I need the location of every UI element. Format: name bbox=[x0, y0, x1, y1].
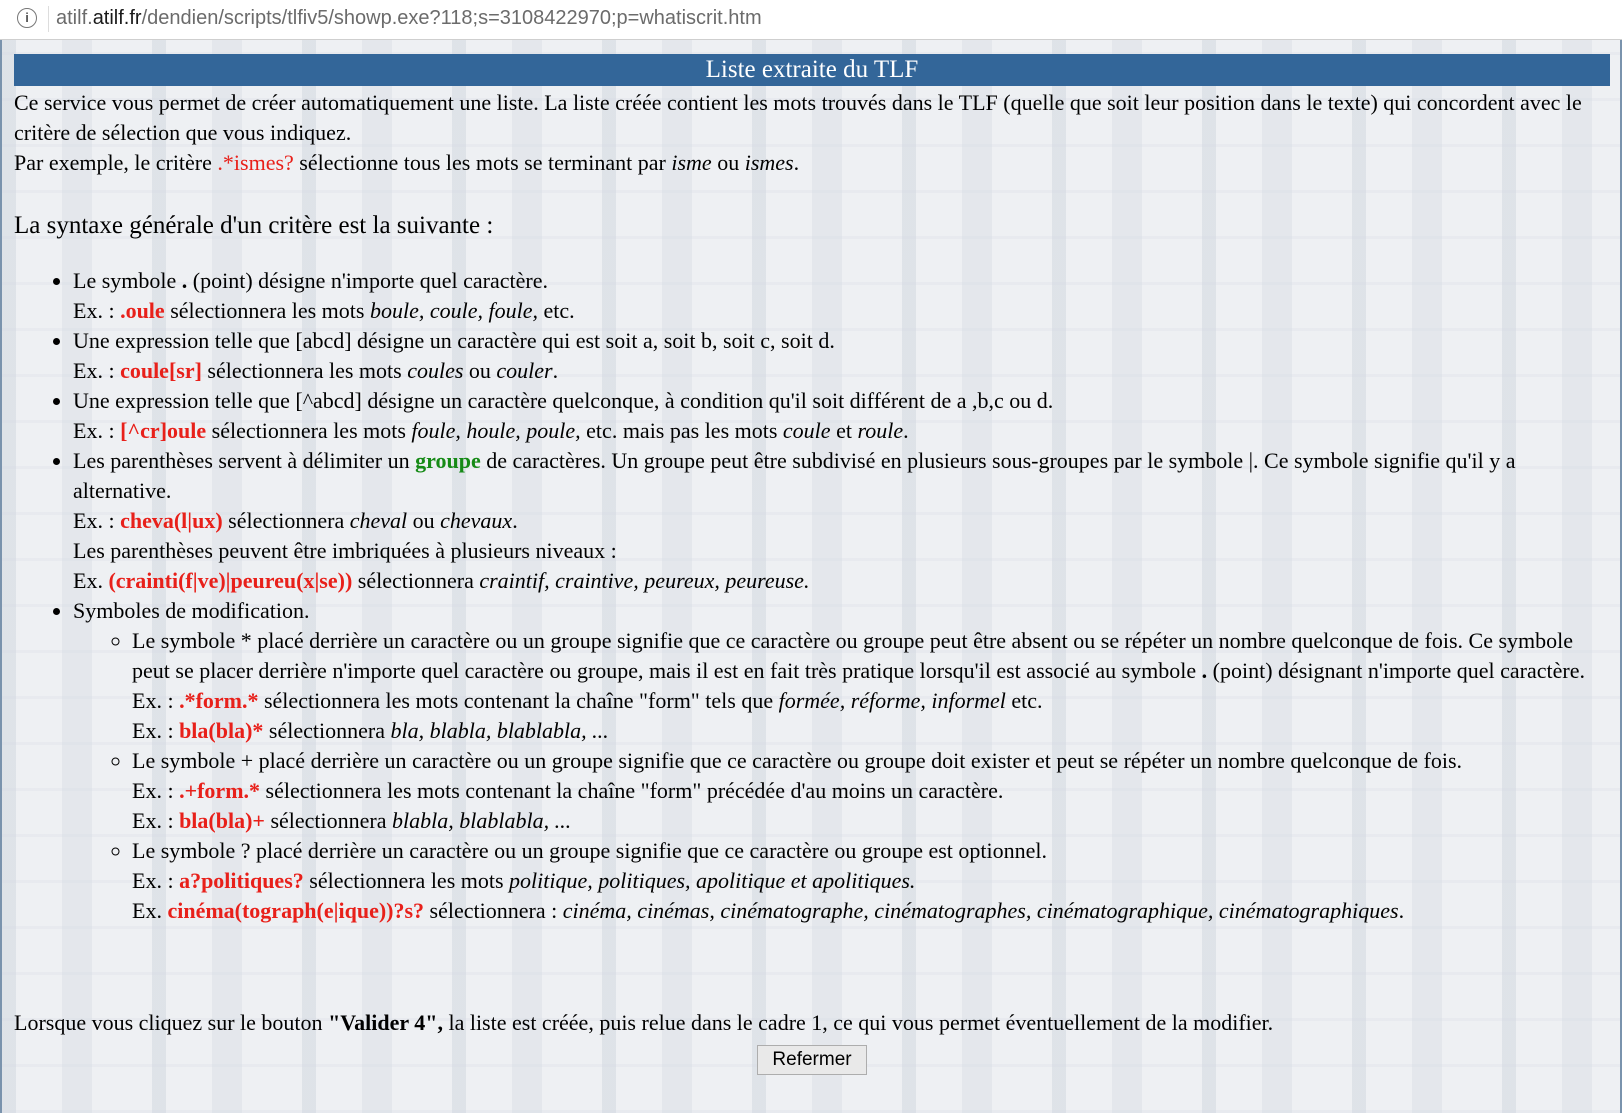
example-words: coules bbox=[407, 358, 464, 383]
text: Lorsque vous cliquez sur le bouton bbox=[14, 1010, 329, 1035]
text: Une expression telle que [^abcd] désigne un caractère quelconque, à condition qu'il soit différent de a ,b,c ou d. bbox=[73, 388, 1054, 413]
text: . bbox=[552, 358, 559, 383]
list-item-dot bbox=[73, 266, 1608, 326]
text: de caractères. Un groupe peut être subdivisé en plusieurs sous-groupes par le symbole |. Ce symbole signifie qu'il y a alternative. bbox=[73, 448, 1516, 503]
example-criterion: .*form.* bbox=[179, 688, 259, 713]
intro-paragraph bbox=[14, 88, 1608, 178]
example-words: formée, réforme, informel bbox=[778, 688, 1006, 713]
example-criterion: [^cr]oule bbox=[120, 418, 207, 443]
example-criterion: bla(bla)+ bbox=[179, 808, 265, 833]
text: sélectionnera bbox=[222, 508, 350, 533]
help-content bbox=[14, 88, 1608, 926]
example-label: Ex. : bbox=[132, 778, 180, 803]
text: Une expression telle que [abcd] désigne un caractère qui est soit a, soit b, soit c, soit d. bbox=[73, 328, 835, 353]
page-title: Liste extraite du TLF bbox=[14, 54, 1610, 86]
closing-paragraph bbox=[14, 1008, 1273, 1038]
text: sélectionnera les mots contenant la chaîne "form" tels que bbox=[258, 688, 779, 713]
example-words: foule, houle, poule, bbox=[411, 418, 581, 443]
example-criterion: (crainti(f|ve)|peureu(x|se)) bbox=[108, 568, 353, 593]
url-path: /dendien/scripts/tlfiv5/showp.exe?118;s=3108422970;p=whatiscrit.htm bbox=[141, 7, 762, 29]
example-words: politique, politiques, apolitique et apolitiques. bbox=[509, 868, 916, 893]
syntax-list bbox=[14, 266, 1608, 926]
intro-text-2d: . bbox=[793, 150, 800, 175]
intro-text-1: Ce service vous permet de créer automatiquement une liste. La liste créée contient les mots trouvés dans le TLF (quelle que soit leur position dans le texte) qui concordent avec le critère de sélection que vous indiquez. bbox=[14, 90, 1582, 145]
group-keyword: groupe bbox=[415, 448, 481, 473]
text: . bbox=[1398, 898, 1405, 923]
example-criterion: .oule bbox=[120, 298, 165, 323]
close-button[interactable]: Refermer bbox=[757, 1045, 867, 1075]
text: sélectionnera les mots bbox=[206, 418, 412, 443]
text: . bbox=[512, 508, 518, 533]
example-words: roule bbox=[857, 418, 904, 443]
list-item-modifiers bbox=[73, 596, 1608, 926]
text: sélectionnera : bbox=[424, 898, 563, 923]
address-bar-divider bbox=[48, 6, 49, 32]
intro-example-criterion: .*ismes? bbox=[217, 150, 294, 175]
list-item-negated-brackets bbox=[73, 386, 1608, 446]
example-criterion: coule[sr] bbox=[120, 358, 202, 383]
text: sélectionnera bbox=[352, 568, 480, 593]
text: et bbox=[830, 418, 858, 443]
text: (point) désigne n'importe quel caractère. bbox=[187, 268, 548, 293]
text: Les parenthèses peuvent être imbriquées à plusieurs niveaux : bbox=[73, 538, 617, 563]
text: Le symbole ? placé derrière un caractère ou un groupe signifie que ce caractère ou groupe est optionnel. bbox=[132, 838, 1048, 863]
text: ou bbox=[407, 508, 441, 533]
text: Symboles de modification. bbox=[73, 598, 310, 623]
dot-symbol: . bbox=[181, 268, 188, 293]
text: etc. mais pas les mots bbox=[580, 418, 783, 443]
text: sélectionnera les mots contenant la chaîne "form" précédée d'au moins un caractère. bbox=[260, 778, 1004, 803]
example-label: Ex. : bbox=[73, 298, 121, 323]
text: etc. bbox=[1005, 688, 1043, 713]
modifier-question bbox=[132, 836, 1608, 926]
text: (point) désignant n'importe quel caractère. bbox=[1207, 658, 1585, 683]
example-label: Ex. bbox=[73, 568, 109, 593]
text: Le symbole + placé derrière un caractère ou un groupe signifie que ce caractère ou groupe doit exister et peut se répéter un nombre quelconque de fois. bbox=[132, 748, 1463, 773]
text: sélectionnera les mots bbox=[303, 868, 510, 893]
example-criterion: a?politiques? bbox=[179, 868, 304, 893]
example-label: Ex. : bbox=[73, 508, 121, 533]
validate-button-reference: "Valider 4", bbox=[328, 1010, 443, 1035]
example-words: couler bbox=[496, 358, 553, 383]
example-label: Ex. : bbox=[132, 868, 180, 893]
example-label: Ex. : bbox=[73, 418, 121, 443]
text: Le symbole bbox=[73, 268, 182, 293]
intro-text-2c: ou bbox=[711, 150, 745, 175]
example-words: cheval bbox=[349, 508, 408, 533]
url-host: atilf.fr bbox=[92, 7, 142, 29]
intro-text-2b: sélectionne tous les mots se terminant par bbox=[293, 150, 672, 175]
example-label: Ex. : bbox=[132, 808, 180, 833]
example-criterion: .+form.* bbox=[179, 778, 261, 803]
example-criterion: cinéma(tograph(e|ique))?s? bbox=[167, 898, 425, 923]
text: . bbox=[903, 418, 909, 443]
url-prefix: atilf. bbox=[56, 7, 93, 29]
text: sélectionnera bbox=[264, 808, 393, 833]
address-bar[interactable] bbox=[0, 0, 1622, 40]
list-item-groups bbox=[73, 446, 1608, 596]
text: la liste est créée, puis relue dans le cadre 1, ce qui vous permet éventuellement de la modifier. bbox=[442, 1010, 1274, 1035]
text: sélectionnera les mots bbox=[164, 298, 370, 323]
example-words: bla, blabla, blablabla, ... bbox=[390, 718, 609, 743]
text: sélectionnera les mots bbox=[201, 358, 408, 383]
modifier-plus bbox=[132, 746, 1608, 836]
example-criterion: bla(bla)* bbox=[179, 718, 264, 743]
example-words: cinéma, cinémas, cinématographe, cinématographes, cinématographique, cinématographiques bbox=[562, 898, 1399, 923]
example-label: Ex. : bbox=[73, 358, 121, 383]
example-words: chevaux bbox=[440, 508, 513, 533]
syntax-heading: La syntaxe générale d'un critère est la suivante : bbox=[14, 212, 494, 239]
text: sélectionnera bbox=[263, 718, 391, 743]
text: etc. bbox=[537, 298, 575, 323]
example-label: Ex. : bbox=[132, 688, 180, 713]
page-viewport bbox=[0, 40, 1622, 1113]
example-words: craintif, craintive, peureux, peureuse. bbox=[479, 568, 810, 593]
example-words: blabla, blablabla, ... bbox=[392, 808, 572, 833]
text: Les parenthèses servent à délimiter un bbox=[73, 448, 416, 473]
example-label: Ex. : bbox=[132, 718, 180, 743]
example-criterion: cheva(l|ux) bbox=[120, 508, 223, 533]
intro-word-1: isme bbox=[671, 150, 712, 175]
intro-text-2a: Par exemple, le critère bbox=[14, 150, 218, 175]
text: Le symbole * placé derrière un caractère ou un groupe signifie que ce caractère ou groupe peut être absent ou se répéter un nombre quelconque de fois. Ce symbole peut se placer derrière n'importe quel caractère ou groupe, mais il est en fait très pratique lorsqu'il est associé au symbole bbox=[132, 628, 1574, 683]
url-text[interactable] bbox=[56, 7, 762, 30]
text: ou bbox=[463, 358, 497, 383]
modifier-list bbox=[73, 626, 1608, 926]
modifier-star bbox=[132, 626, 1608, 746]
intro-word-2: ismes bbox=[744, 150, 794, 175]
dot-symbol: . bbox=[1201, 658, 1208, 683]
info-icon[interactable]: i bbox=[17, 8, 37, 28]
example-words: coule bbox=[782, 418, 831, 443]
example-label: Ex. bbox=[132, 898, 168, 923]
example-words: boule, coule, foule, bbox=[369, 298, 538, 323]
list-item-brackets bbox=[73, 326, 1608, 386]
